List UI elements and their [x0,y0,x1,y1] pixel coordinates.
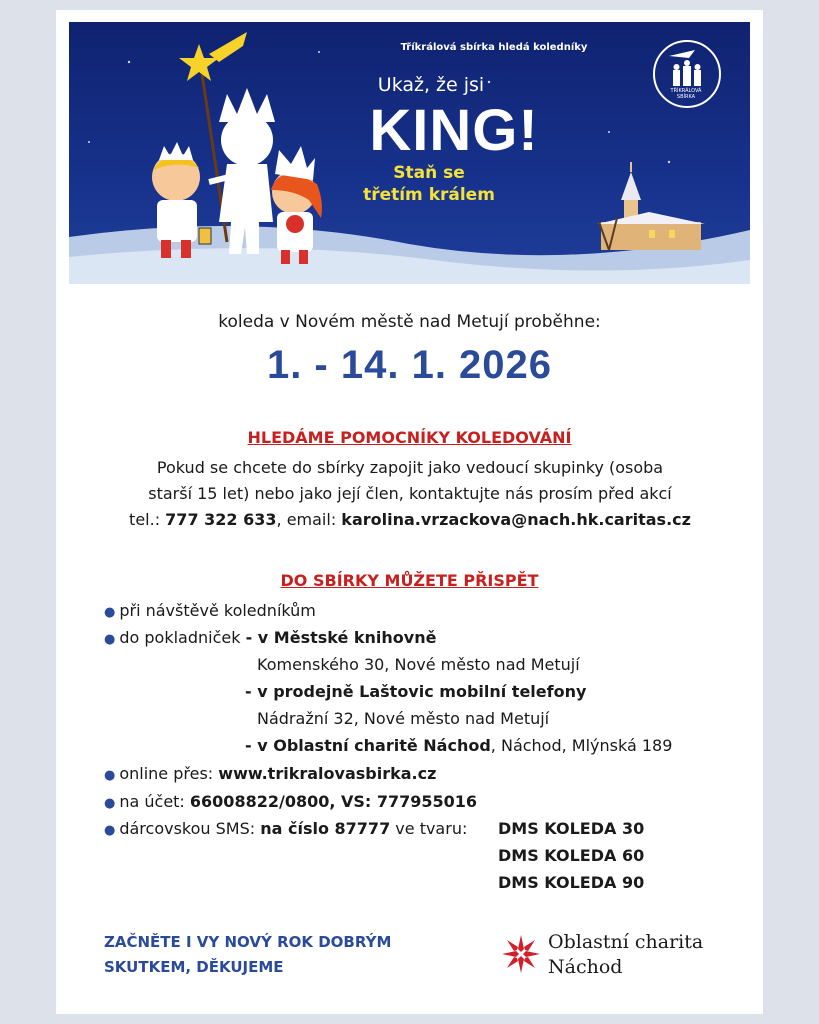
email-address[interactable]: karolina.vrzackova@nach.hk.caritas.cz [341,510,691,529]
sms-code [498,872,644,894]
bullet-icon: ● [104,605,116,620]
event-dates: 1. - 14. 1. 2026 [266,343,553,387]
bullet-icon: ● [104,632,116,647]
contribute-heading: DO SBÍRKY MŮŽETE PŘISPĚT [280,571,539,590]
intro-text: koleda v Novém městě nad Metují proběhne: [218,312,601,332]
phone-number[interactable]: 777 322 633 [165,510,277,529]
address-shop: Nádražní 32, Nové město nad Metují [257,709,550,728]
item-sms: dárcovskou SMS: [119,819,261,838]
charity-line-2: Náchod [548,956,623,978]
email-label: , email: [276,510,342,529]
sms-number: na číslo 87777 [260,819,391,838]
list-item [104,763,436,787]
sms-code [498,845,644,867]
website-link[interactable]: www.trikralovasbirka.cz [218,764,437,783]
footer-message [104,930,444,980]
item-online: online přes: [119,764,219,783]
item-boxes: do pokladniček [119,628,246,647]
bullet-icon: ● [104,823,116,838]
logo-caption-1: TŘÍKRÁLOVÁ [670,88,702,94]
item-account: na účet: [119,792,190,811]
header-banner [69,22,750,284]
footer-line-2: SKUTKEM, DĚKUJEME [104,958,284,976]
helpers-contact [95,507,725,533]
list-item [104,600,316,624]
banner-tagline: Tříkrálová sbírka hledá koledníky [400,42,588,53]
sms-suffix: ve tvaru: [390,819,468,838]
helpers-paragraph [95,455,725,533]
charity-name [548,930,703,980]
location-charity [245,735,672,757]
address-library: Komenského 30, Nové město nad Metují [257,655,580,674]
slogan-line-1: Ukaž, že jsi [377,74,485,96]
sms-code-30: DMS KOLEDA 30 [498,819,645,838]
item-visit: při návštěvě koledníkům [119,601,316,620]
bullet-icon: ● [104,796,116,811]
location-charity-name: - v Oblastní charitě Náchod [245,736,491,755]
slogan-king: KING! [369,98,539,163]
helpers-line-1: Pokud se chcete do sbírky zapojit jako vedoucí skupinky (osoba [156,458,664,477]
footer-line-1: ZAČNĚTE I VY NOVÝ ROK DOBRÝM [104,933,392,951]
charity-line-1: Oblastní charita [548,931,704,953]
helpers-line-2: starší 15 let) nebo jako její člen, kontaktujte nás prosím před akcí [148,484,672,503]
address-charity: , Náchod, Mlýnská 189 [490,736,673,755]
logo-caption-2: SBÍRKA [676,94,696,100]
charity-cross-icon [500,933,542,975]
list-item [104,627,436,651]
location-shop [245,681,586,703]
list-item [104,791,477,815]
sms-code-60: DMS KOLEDA 60 [498,846,645,865]
account-number: 66008822/0800, VS: 777955016 [189,792,478,811]
slogan-line-3a: Staň se [393,163,465,183]
helpers-heading: HLEDÁME POMOCNÍKY KOLEDOVÁNÍ [247,428,572,447]
logo-caption [659,88,713,100]
slogan-line-3b: třetím králem [363,185,495,205]
sms-code-90: DMS KOLEDA 90 [498,873,645,892]
bullet-icon: ● [104,768,116,783]
location-library: - v Městské knihovně [245,628,437,647]
location-shop-name: - v prodejně Laštovic mobilní telefony [245,682,587,701]
slogan-line-3 [359,162,499,206]
sms-code [498,818,644,840]
list-item [104,818,467,842]
tel-label: tel.: [129,510,166,529]
